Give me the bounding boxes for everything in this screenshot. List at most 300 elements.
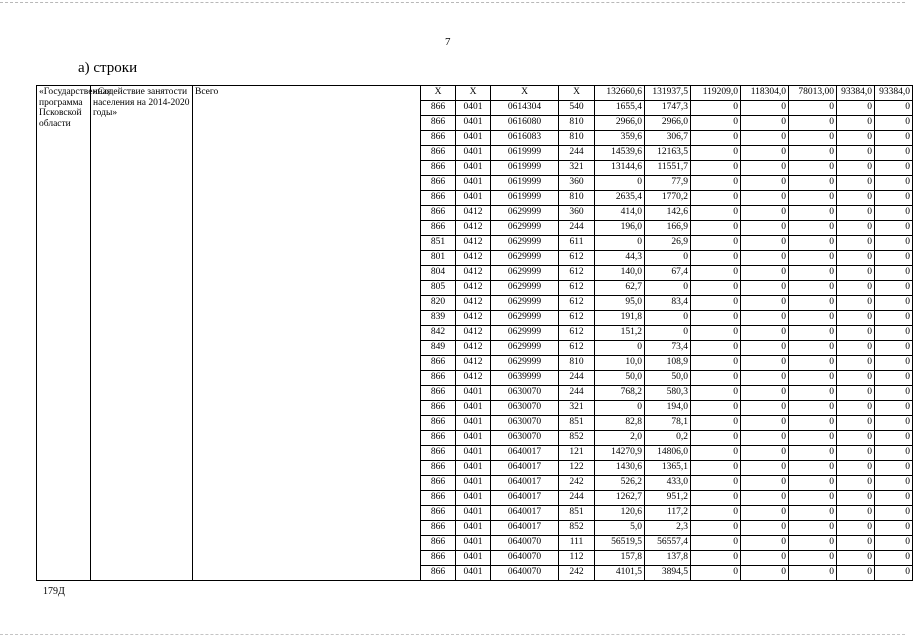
table-cell: 0 bbox=[875, 386, 913, 401]
table-cell: 0412 bbox=[456, 341, 491, 356]
table-cell: 14539,6 bbox=[595, 146, 645, 161]
table-cell: 0 bbox=[837, 311, 875, 326]
table-cell: 0 bbox=[645, 251, 691, 266]
table-cell: 321 bbox=[559, 401, 595, 416]
table-cell: 0 bbox=[741, 326, 789, 341]
table-cell: 0629999 bbox=[491, 341, 559, 356]
table-cell: 852 bbox=[559, 521, 595, 536]
table-cell: 0 bbox=[595, 236, 645, 251]
table-cell: 0 bbox=[691, 281, 741, 296]
table-cell: 0 bbox=[741, 281, 789, 296]
table-cell: 0 bbox=[875, 311, 913, 326]
table-cell: 0 bbox=[837, 296, 875, 311]
table-cell: 0401 bbox=[456, 551, 491, 566]
table-cell: 56557,4 bbox=[645, 536, 691, 551]
table-cell: 0 bbox=[741, 236, 789, 251]
table-cell: X bbox=[491, 86, 559, 101]
table-cell: 0 bbox=[837, 206, 875, 221]
table-cell: 0 bbox=[741, 386, 789, 401]
table-cell: 0 bbox=[691, 221, 741, 236]
table-cell: 0 bbox=[741, 341, 789, 356]
table-cell: 0 bbox=[837, 506, 875, 521]
table-cell: 810 bbox=[559, 131, 595, 146]
table-cell: 0 bbox=[837, 326, 875, 341]
table-cell: 839 bbox=[421, 311, 456, 326]
table-cell: 0640017 bbox=[491, 476, 559, 491]
table-cell: 0 bbox=[741, 116, 789, 131]
table-cell: 0 bbox=[875, 326, 913, 341]
table-cell: 0630070 bbox=[491, 401, 559, 416]
table-cell: 0 bbox=[691, 101, 741, 116]
table-cell: 5,0 bbox=[595, 521, 645, 536]
table-cell: 0 bbox=[789, 506, 837, 521]
table-cell: 0401 bbox=[456, 446, 491, 461]
table-cell: 0 bbox=[837, 476, 875, 491]
table-cell: 0 bbox=[691, 491, 741, 506]
table-cell: 0401 bbox=[456, 146, 491, 161]
table-cell: 0401 bbox=[456, 401, 491, 416]
table-cell: 0 bbox=[691, 431, 741, 446]
table-cell: 0401 bbox=[456, 116, 491, 131]
table-cell: 805 bbox=[421, 281, 456, 296]
table-cell: 0 bbox=[837, 371, 875, 386]
table-cell: 1430,6 bbox=[595, 461, 645, 476]
table-cell: 0 bbox=[741, 266, 789, 281]
table-cell: 0 bbox=[691, 341, 741, 356]
table-cell: 0629999 bbox=[491, 206, 559, 221]
program-name-cell: «Содействие занятости населения на 2014-2020 годы» bbox=[91, 86, 193, 581]
table-cell: 0 bbox=[875, 356, 913, 371]
table-cell: 0 bbox=[691, 236, 741, 251]
table-cell: 0629999 bbox=[491, 296, 559, 311]
table-cell: X bbox=[421, 86, 456, 101]
table-cell: 0 bbox=[691, 476, 741, 491]
table-cell: 866 bbox=[421, 491, 456, 506]
table-cell: 50,0 bbox=[645, 371, 691, 386]
table-cell: 244 bbox=[559, 386, 595, 401]
table-cell: 14270,9 bbox=[595, 446, 645, 461]
table-cell: 0 bbox=[691, 206, 741, 221]
table-cell: 0640017 bbox=[491, 461, 559, 476]
table-cell: 768,2 bbox=[595, 386, 645, 401]
table-cell: 0 bbox=[691, 326, 741, 341]
table-cell: 0 bbox=[875, 176, 913, 191]
table-cell: 0640070 bbox=[491, 536, 559, 551]
table-cell: 13144,6 bbox=[595, 161, 645, 176]
table-cell: 612 bbox=[559, 326, 595, 341]
table-cell: 151,2 bbox=[595, 326, 645, 341]
table-cell: 360 bbox=[559, 206, 595, 221]
table-cell: 0 bbox=[837, 551, 875, 566]
table-cell: 0 bbox=[875, 446, 913, 461]
table-cell: 0 bbox=[837, 191, 875, 206]
table-cell: 0401 bbox=[456, 521, 491, 536]
table-cell: 0619999 bbox=[491, 176, 559, 191]
table-cell: 810 bbox=[559, 356, 595, 371]
table-cell: 0 bbox=[789, 521, 837, 536]
table-cell: 0 bbox=[875, 146, 913, 161]
table-cell: 866 bbox=[421, 416, 456, 431]
table-cell: 866 bbox=[421, 401, 456, 416]
table-cell: 0 bbox=[837, 416, 875, 431]
table-cell: 851 bbox=[559, 416, 595, 431]
table-cell: 0 bbox=[741, 431, 789, 446]
table-cell: 73,4 bbox=[645, 341, 691, 356]
table-cell: 0 bbox=[645, 281, 691, 296]
table-cell: 0 bbox=[691, 371, 741, 386]
table-cell: 0 bbox=[789, 236, 837, 251]
table-cell: 0 bbox=[789, 116, 837, 131]
table-cell: 0 bbox=[789, 206, 837, 221]
table-cell: 0401 bbox=[456, 101, 491, 116]
table-cell: 0412 bbox=[456, 251, 491, 266]
table-cell: 2966,0 bbox=[645, 116, 691, 131]
table-cell: 56519,5 bbox=[595, 536, 645, 551]
table-cell: 0 bbox=[875, 476, 913, 491]
table-cell: 50,0 bbox=[595, 371, 645, 386]
table-cell: 0629999 bbox=[491, 326, 559, 341]
table-cell: 866 bbox=[421, 206, 456, 221]
table-cell: 0401 bbox=[456, 161, 491, 176]
table-cell: 12163,5 bbox=[645, 146, 691, 161]
table-cell: 44,3 bbox=[595, 251, 645, 266]
table-cell: 82,8 bbox=[595, 416, 645, 431]
table-cell: 0 bbox=[789, 146, 837, 161]
table-cell: 244 bbox=[559, 221, 595, 236]
table-cell: 112 bbox=[559, 551, 595, 566]
table-cell: 0 bbox=[789, 461, 837, 476]
table-cell: 0619999 bbox=[491, 161, 559, 176]
table-cell: 119209,0 bbox=[691, 86, 741, 101]
table-cell: 196,0 bbox=[595, 221, 645, 236]
table-body bbox=[37, 86, 913, 581]
table-cell: 866 bbox=[421, 146, 456, 161]
table-cell: 0 bbox=[741, 551, 789, 566]
table-cell: 2,3 bbox=[645, 521, 691, 536]
table-cell: 0616080 bbox=[491, 116, 559, 131]
table-cell: 866 bbox=[421, 476, 456, 491]
table-cell: 866 bbox=[421, 536, 456, 551]
table-cell: 866 bbox=[421, 521, 456, 536]
table-cell: 2635,4 bbox=[595, 191, 645, 206]
table-cell: 0 bbox=[741, 206, 789, 221]
table-cell: 810 bbox=[559, 191, 595, 206]
table-cell: 414,0 bbox=[595, 206, 645, 221]
table-cell: 0 bbox=[741, 476, 789, 491]
table-cell: 0 bbox=[691, 551, 741, 566]
table-cell: 0629999 bbox=[491, 266, 559, 281]
table-cell: 0412 bbox=[456, 281, 491, 296]
table-cell: 0 bbox=[741, 221, 789, 236]
table-cell: 0 bbox=[789, 176, 837, 191]
table-cell: 0412 bbox=[456, 236, 491, 251]
table-cell: 0 bbox=[875, 431, 913, 446]
table-cell: 0 bbox=[837, 401, 875, 416]
table-cell: 0614304 bbox=[491, 101, 559, 116]
table-cell: 0 bbox=[741, 146, 789, 161]
table-cell: 0640070 bbox=[491, 566, 559, 581]
table-cell: 0 bbox=[789, 386, 837, 401]
table-cell: 0401 bbox=[456, 566, 491, 581]
table-cell: 0639999 bbox=[491, 371, 559, 386]
table-cell: 0 bbox=[789, 326, 837, 341]
table-cell: 0 bbox=[741, 356, 789, 371]
table-cell: 0 bbox=[741, 131, 789, 146]
table-cell: 0 bbox=[837, 281, 875, 296]
table-cell: 321 bbox=[559, 161, 595, 176]
table-cell: 0 bbox=[837, 236, 875, 251]
table-cell: 0 bbox=[691, 266, 741, 281]
table-cell: 866 bbox=[421, 116, 456, 131]
table-cell: 359,6 bbox=[595, 131, 645, 146]
table-cell: 612 bbox=[559, 296, 595, 311]
table-cell: 0 bbox=[837, 356, 875, 371]
table-cell: 78,1 bbox=[645, 416, 691, 431]
table-cell: 77,9 bbox=[645, 176, 691, 191]
table-cell: 244 bbox=[559, 371, 595, 386]
table-cell: 851 bbox=[559, 506, 595, 521]
table-cell: 11551,7 bbox=[645, 161, 691, 176]
table-cell: 612 bbox=[559, 311, 595, 326]
table-cell: 0 bbox=[837, 431, 875, 446]
table-cell: 0 bbox=[837, 536, 875, 551]
table-cell: 0 bbox=[645, 311, 691, 326]
table-cell: 0 bbox=[741, 191, 789, 206]
table-cell: 866 bbox=[421, 386, 456, 401]
table-cell: 0 bbox=[789, 401, 837, 416]
page-number: 7 bbox=[445, 36, 451, 48]
table-cell: 0 bbox=[789, 416, 837, 431]
table-cell: 0401 bbox=[456, 131, 491, 146]
table-cell: 0630070 bbox=[491, 386, 559, 401]
table-cell: 142,6 bbox=[645, 206, 691, 221]
table-cell: 78013,00 bbox=[789, 86, 837, 101]
table-cell: 611 bbox=[559, 236, 595, 251]
table-cell: 0 bbox=[837, 341, 875, 356]
table-cell: 121 bbox=[559, 446, 595, 461]
table-cell: 0401 bbox=[456, 491, 491, 506]
table-cell: 0 bbox=[789, 266, 837, 281]
table-cell: 0 bbox=[789, 221, 837, 236]
table-cell: 852 bbox=[559, 431, 595, 446]
table-cell: 1262,7 bbox=[595, 491, 645, 506]
table-cell: 120,6 bbox=[595, 506, 645, 521]
table-cell: 122 bbox=[559, 461, 595, 476]
table-cell: 951,2 bbox=[645, 491, 691, 506]
table-cell: 93384,0 bbox=[837, 86, 875, 101]
table-cell: 0412 bbox=[456, 356, 491, 371]
table-cell: 842 bbox=[421, 326, 456, 341]
table-cell: 0 bbox=[875, 191, 913, 206]
table-cell: 0 bbox=[837, 461, 875, 476]
table-cell: 0412 bbox=[456, 311, 491, 326]
table-cell: 0 bbox=[691, 131, 741, 146]
table-cell: 851 bbox=[421, 236, 456, 251]
table-cell: 0 bbox=[741, 506, 789, 521]
table-cell: 0 bbox=[875, 461, 913, 476]
table-cell: 132660,6 bbox=[595, 86, 645, 101]
table-cell: 0 bbox=[741, 296, 789, 311]
table-cell: 118304,0 bbox=[741, 86, 789, 101]
table-cell: 0640070 bbox=[491, 551, 559, 566]
table-cell: 866 bbox=[421, 431, 456, 446]
table-cell: 0 bbox=[875, 266, 913, 281]
table-cell: 0 bbox=[789, 551, 837, 566]
table-cell: 0 bbox=[837, 491, 875, 506]
table-cell: 0 bbox=[837, 131, 875, 146]
table-cell: 0 bbox=[875, 221, 913, 236]
table-cell: 0 bbox=[875, 536, 913, 551]
scan-edge-top bbox=[0, 2, 905, 3]
table-cell: 0 bbox=[875, 401, 913, 416]
budget-table bbox=[36, 85, 913, 581]
table-cell: 244 bbox=[559, 146, 595, 161]
table-cell: 26,9 bbox=[645, 236, 691, 251]
table-cell: 433,0 bbox=[645, 476, 691, 491]
table-cell: 1365,1 bbox=[645, 461, 691, 476]
table-cell: 0 bbox=[837, 446, 875, 461]
table-cell: 0401 bbox=[456, 191, 491, 206]
table-cell: 0640017 bbox=[491, 521, 559, 536]
table-cell: 0 bbox=[789, 476, 837, 491]
table-cell: 0 bbox=[691, 416, 741, 431]
program-type-cell: «Государственная программа Псковской области bbox=[37, 86, 91, 581]
table-cell: 0 bbox=[837, 221, 875, 236]
table-cell: 0 bbox=[645, 326, 691, 341]
table-cell: 0 bbox=[875, 236, 913, 251]
table-cell: 0 bbox=[837, 266, 875, 281]
table-cell: 0 bbox=[741, 101, 789, 116]
table-cell: 0 bbox=[741, 536, 789, 551]
table-cell: 0 bbox=[875, 131, 913, 146]
table-cell: 0 bbox=[741, 176, 789, 191]
table-cell: X bbox=[559, 86, 595, 101]
table-cell: 0 bbox=[875, 371, 913, 386]
table-cell: 0 bbox=[875, 506, 913, 521]
table-cell: 0 bbox=[875, 341, 913, 356]
table-cell: 0 bbox=[875, 251, 913, 266]
table-cell: 0 bbox=[837, 116, 875, 131]
table-cell: 866 bbox=[421, 566, 456, 581]
table-cell: 0 bbox=[875, 206, 913, 221]
table-cell: 0401 bbox=[456, 506, 491, 521]
table-cell: 0412 bbox=[456, 296, 491, 311]
table-cell: 0640017 bbox=[491, 506, 559, 521]
table-cell: 612 bbox=[559, 341, 595, 356]
table-cell: 10,0 bbox=[595, 356, 645, 371]
table-cell: 244 bbox=[559, 491, 595, 506]
table-cell: 0629999 bbox=[491, 251, 559, 266]
table-cell: 0640017 bbox=[491, 491, 559, 506]
table-cell: 866 bbox=[421, 221, 456, 236]
table-cell: 612 bbox=[559, 281, 595, 296]
section-title: а) строки bbox=[78, 60, 138, 76]
table-cell: 0401 bbox=[456, 176, 491, 191]
table-cell: 0 bbox=[789, 281, 837, 296]
table-cell: 0 bbox=[789, 296, 837, 311]
table-cell: 540 bbox=[559, 101, 595, 116]
table-cell: 0629999 bbox=[491, 356, 559, 371]
table-cell: 194,0 bbox=[645, 401, 691, 416]
table-cell: 0 bbox=[875, 161, 913, 176]
table-cell: 0 bbox=[875, 416, 913, 431]
table-cell: 0 bbox=[691, 446, 741, 461]
table-cell: 360 bbox=[559, 176, 595, 191]
table-cell: 0 bbox=[691, 536, 741, 551]
table-cell: 0 bbox=[691, 356, 741, 371]
table-cell: 0412 bbox=[456, 206, 491, 221]
table-cell: 0 bbox=[741, 566, 789, 581]
table-cell: 93384,0 bbox=[875, 86, 913, 101]
table-cell: 0 bbox=[741, 251, 789, 266]
table-cell: 1770,2 bbox=[645, 191, 691, 206]
table-cell: 866 bbox=[421, 461, 456, 476]
table-cell: 0 bbox=[595, 401, 645, 416]
table-cell: 0 bbox=[789, 566, 837, 581]
table-cell: 866 bbox=[421, 356, 456, 371]
table-cell: 0 bbox=[691, 191, 741, 206]
table-cell: 0 bbox=[875, 491, 913, 506]
table-cell: 0 bbox=[741, 401, 789, 416]
table-cell: 0 bbox=[837, 101, 875, 116]
table-cell: 0 bbox=[837, 251, 875, 266]
table-cell: 866 bbox=[421, 506, 456, 521]
table-cell: 0 bbox=[741, 446, 789, 461]
table-cell: 0 bbox=[789, 251, 837, 266]
table-cell: 0 bbox=[789, 371, 837, 386]
table-cell: 0 bbox=[691, 161, 741, 176]
table-cell: 0630070 bbox=[491, 431, 559, 446]
table-cell: 137,8 bbox=[645, 551, 691, 566]
table-cell: 0 bbox=[691, 176, 741, 191]
table-cell: 0 bbox=[595, 176, 645, 191]
table-cell: 0 bbox=[837, 566, 875, 581]
table-cell: 866 bbox=[421, 191, 456, 206]
table-cell: 0401 bbox=[456, 461, 491, 476]
table-row-total bbox=[37, 86, 913, 101]
table-cell: 0 bbox=[875, 281, 913, 296]
table-cell: 0 bbox=[837, 161, 875, 176]
table-cell: 0 bbox=[741, 491, 789, 506]
table-cell: 820 bbox=[421, 296, 456, 311]
table-cell: 0 bbox=[741, 416, 789, 431]
table-cell: 0 bbox=[691, 116, 741, 131]
table-cell: 157,8 bbox=[595, 551, 645, 566]
table-cell: 0401 bbox=[456, 536, 491, 551]
table-cell: 0619999 bbox=[491, 191, 559, 206]
table-cell: 0 bbox=[741, 311, 789, 326]
table-cell: 0,2 bbox=[645, 431, 691, 446]
table-cell: 0 bbox=[875, 521, 913, 536]
table-cell: 526,2 bbox=[595, 476, 645, 491]
table-cell: 0401 bbox=[456, 476, 491, 491]
table-cell: 0 bbox=[691, 506, 741, 521]
table-cell: 62,7 bbox=[595, 281, 645, 296]
table-cell: 0 bbox=[875, 116, 913, 131]
table-cell: 0 bbox=[789, 446, 837, 461]
table-cell: 0629999 bbox=[491, 281, 559, 296]
table-cell: 0630070 bbox=[491, 416, 559, 431]
table-cell: 0629999 bbox=[491, 221, 559, 236]
table-cell: 4101,5 bbox=[595, 566, 645, 581]
table-cell: 0 bbox=[741, 371, 789, 386]
table-cell: 0 bbox=[837, 386, 875, 401]
table-cell: 0640017 bbox=[491, 446, 559, 461]
table-cell: 0 bbox=[837, 146, 875, 161]
table-cell: 866 bbox=[421, 131, 456, 146]
table-cell: 0412 bbox=[456, 371, 491, 386]
table-cell: 580,3 bbox=[645, 386, 691, 401]
